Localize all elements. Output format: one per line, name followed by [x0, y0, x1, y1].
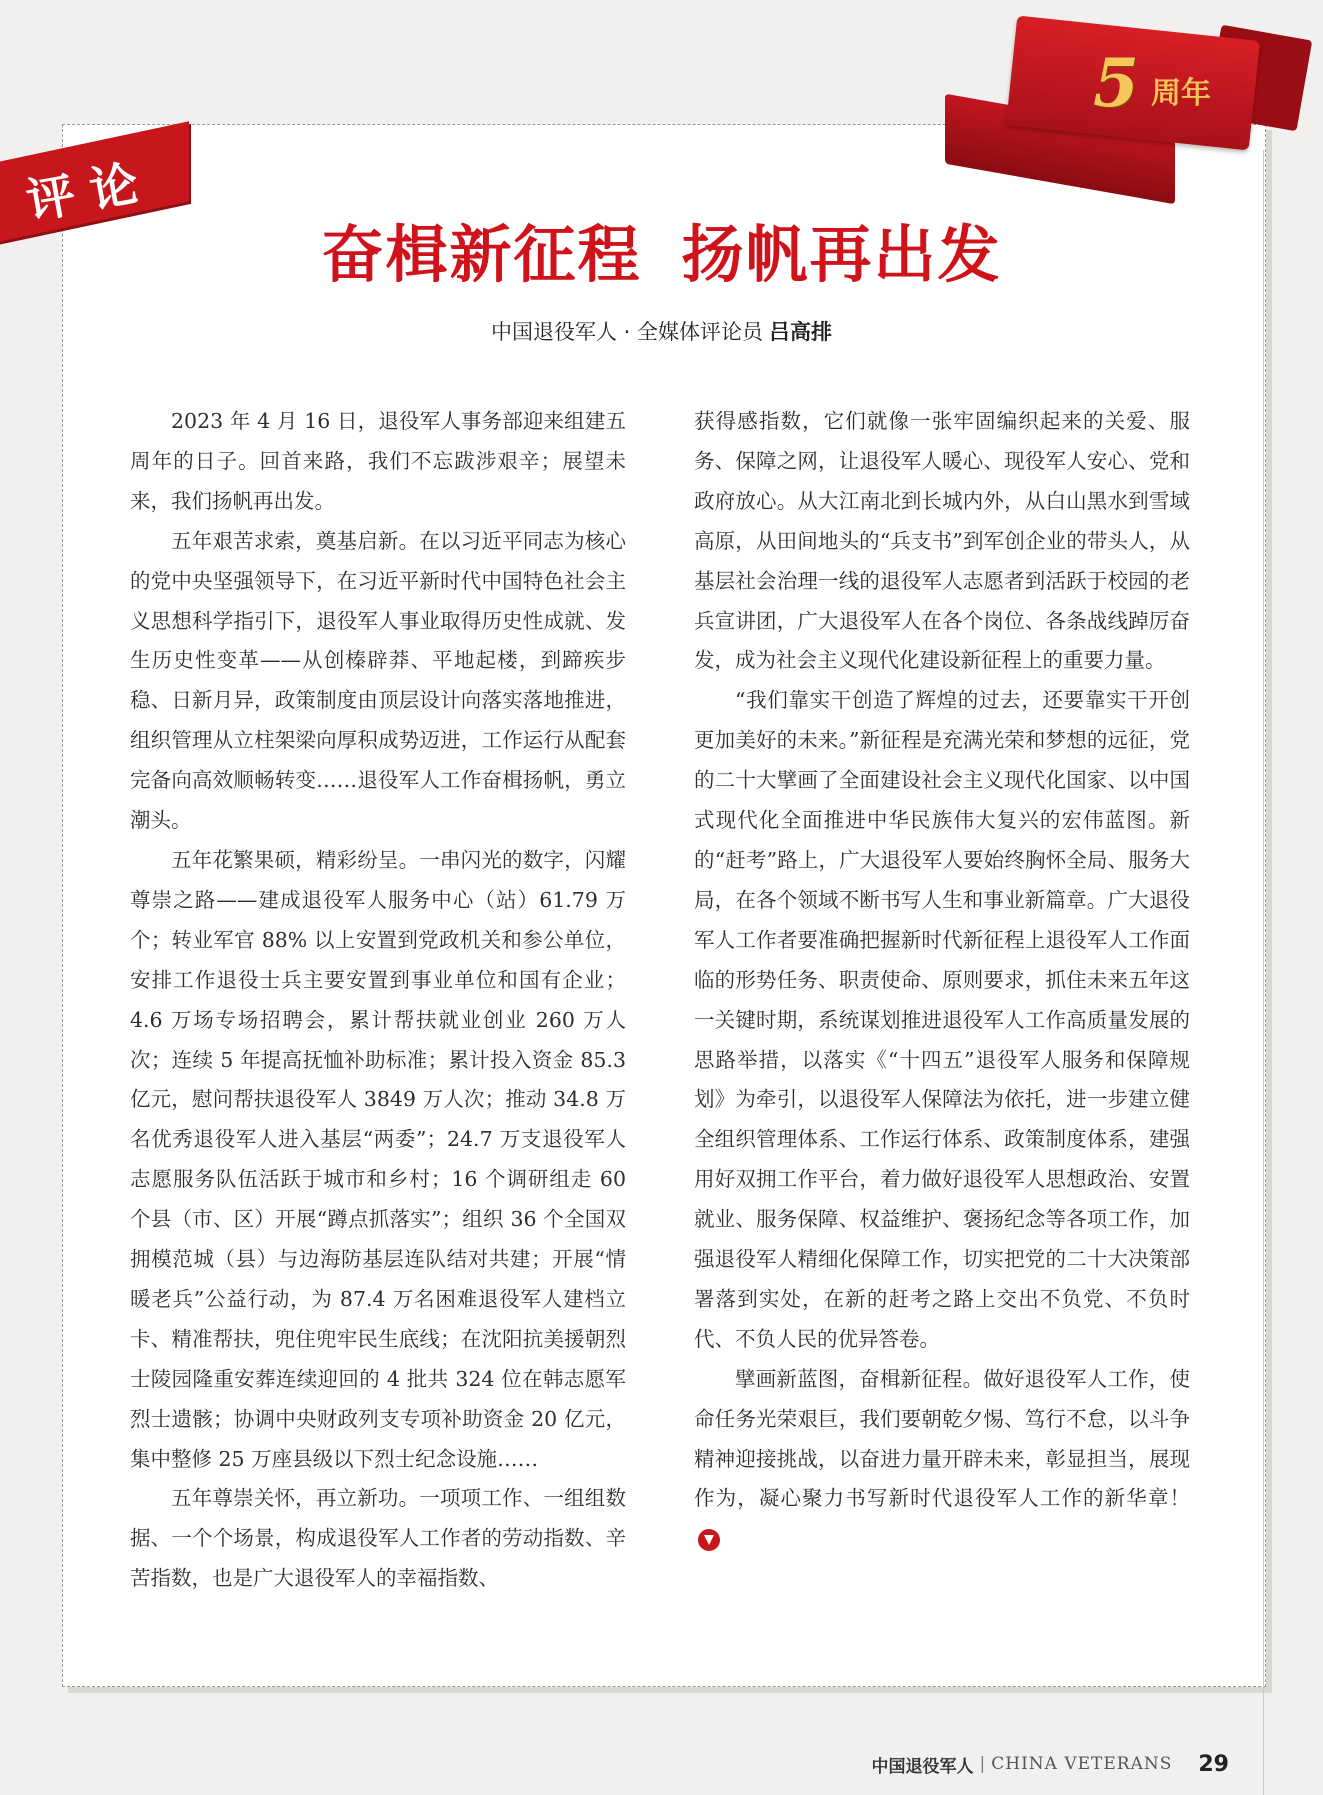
v-logo-icon [698, 1529, 720, 1551]
anniversary-label: 周年 [1151, 76, 1211, 111]
anniversary-number: 5 [1093, 44, 1139, 122]
anniversary-banner [945, 18, 1305, 193]
byline [0, 316, 1323, 346]
paragraph-final [694, 1360, 1190, 1560]
left-column [130, 402, 626, 1599]
page-edge-rule [1263, 150, 1264, 1795]
right-column [694, 402, 1190, 1559]
page-number: 29 [1198, 1751, 1229, 1777]
page-footer [872, 1752, 1230, 1776]
paragraph-continuation: 获得感指数，它们就像一张牢固编织起来的关爱、服务、保障之网，让退役军人暖心、现役军人安心、党和政府放心。从大江南北到长城内外，从白山黑水到雪域高原，从田间地头的“兵支书”到军创企业的带头人，从基层社会治理一线的退役军人志愿者到活跃于校园的老兵宣讲团，广大退役军人在各个岗位、各条战线踔厉奋发，成为社会主义现代化建设新征程上的重要力量。 [694, 409, 1190, 673]
byline-author: 吕高排 [769, 320, 833, 344]
paragraph: 2023 年 4 月 16 日，退役军人事务部迎来组建五周年的日子。回首来路，我们不忘跋涉艰辛；展望未来，我们扬帆再出发。 [130, 409, 626, 513]
paragraph: 五年花繁果硕，精彩纷呈。一串闪光的数字，闪耀尊崇之路——建成退役军人服务中心（站）61.79 万个；转业军官 88% 以上安置到党政机关和参公单位，安排工作退役士兵主要安置到事业单位和国有企业；4.6 万场专场招聘会，累计帮扶就业创业 260 万人次；连续 5 年提高抚恤补助标准；累计投入资金 85.3 亿元，慰问帮扶退役军人 3849 万人次；推动 34.8 万名优秀退役军人进入基层“两委”；24.7 万支退役军人志愿服务队伍活跃于城市和乡村；16 个调研组走 60 个县（市、区）开展“蹲点抓落实”；组织 36 个全国双拥模范城（县）与边海防基层连队结对共建；开展“情暖老兵”公益行动，为 87.4 万名困难退役军人建档立卡、精准帮扶，兜住兜牢民生底线；在沈阳抗美援朝烈士陵园隆重安葬连续迎回的 4 批共 324 位在韩志愿军烈士遗骸；协调中央财政列支专项补助资金 20 亿元，集中整修 25 万座县级以下烈士纪念设施…… [130, 847, 626, 1471]
footer-separator: | [979, 1754, 986, 1774]
paragraph-final-text: 擘画新蓝图，奋楫新征程。做好退役军人工作，使命任务光荣艰巨，我们要朝乾夕惕、笃行不怠，以斗争精神迎接挑战，以奋进力量开辟未来，彰显担当，展现作为，凝心聚力书写新时代退役军人工作的新华章！ [694, 1366, 1190, 1511]
article-title [0, 210, 1323, 300]
paragraph: 五年艰苦求索，奠基启新。在以习近平同志为核心的党中央坚强领导下，在习近平新时代中国特色社会主义思想科学指引下，退役军人事业取得历史性成就、发生历史性变革——从创榛辟莽、平地起楼，到蹄疾步稳、日新月异，政策制度由顶层设计向落实落地推进，组织管理从立柱架梁向厚积成势迈进，工作运行从配套完备向高效顺畅转变……退役军人工作奋楫扬帆，勇立潮头。 [130, 528, 626, 833]
byline-org: 中国退役军人 · 全媒体评论员 [490, 320, 764, 344]
title-part-2: 扬帆再出发 [681, 218, 1002, 291]
footer-magazine-cn: 中国退役军人 [871, 1756, 974, 1777]
paragraph: “我们靠实干创造了辉煌的过去，还要靠实干开创更加美好的未来。”新征程是充满光荣和梦想的远征，党的二十大擘画了全面建设社会主义现代化国家、以中国式现代化全面推进中华民族伟大复兴的宏伟蓝图。新的“赶考”路上，广大退役军人要始终胸怀全局、服务大局，在各个领域不断书写人生和事业新篇章。广大退役军人工作者要准确把握新时代新征程上退役军人工作面临的形势任务、职责使命、原则要求，抓住未来五年这一关键时期，系统谋划推进退役军人工作高质量发展的思路举措，以落实《“十四五”退役军人服务和保障规划》为牵引，以退役军人保障法为依托，进一步建立健全组织管理体系、工作运行体系、政策制度体系，建强用好双拥工作平台，着力做好退役军人思想政治、安置就业、服务保障、权益维护、褒扬纪念等各项工作，加强退役军人精细化保障工作，切实把党的二十大决策部署落到实处，在新的赶考之路上交出不负党、不负时代、不负人民的优异答卷。 [694, 688, 1190, 1351]
title-part-1: 奋楫新征程 [321, 218, 642, 291]
category-label: 评论 [22, 152, 159, 231]
paragraph: 五年尊崇关怀，再立新功。一项项工作、一组组数据、一个个场景，构成退役军人工作者的劳动指数、辛苦指数，也是广大退役军人的幸福指数、 [130, 1486, 626, 1591]
footer-magazine-en: CHINA VETERANS [991, 1754, 1173, 1774]
